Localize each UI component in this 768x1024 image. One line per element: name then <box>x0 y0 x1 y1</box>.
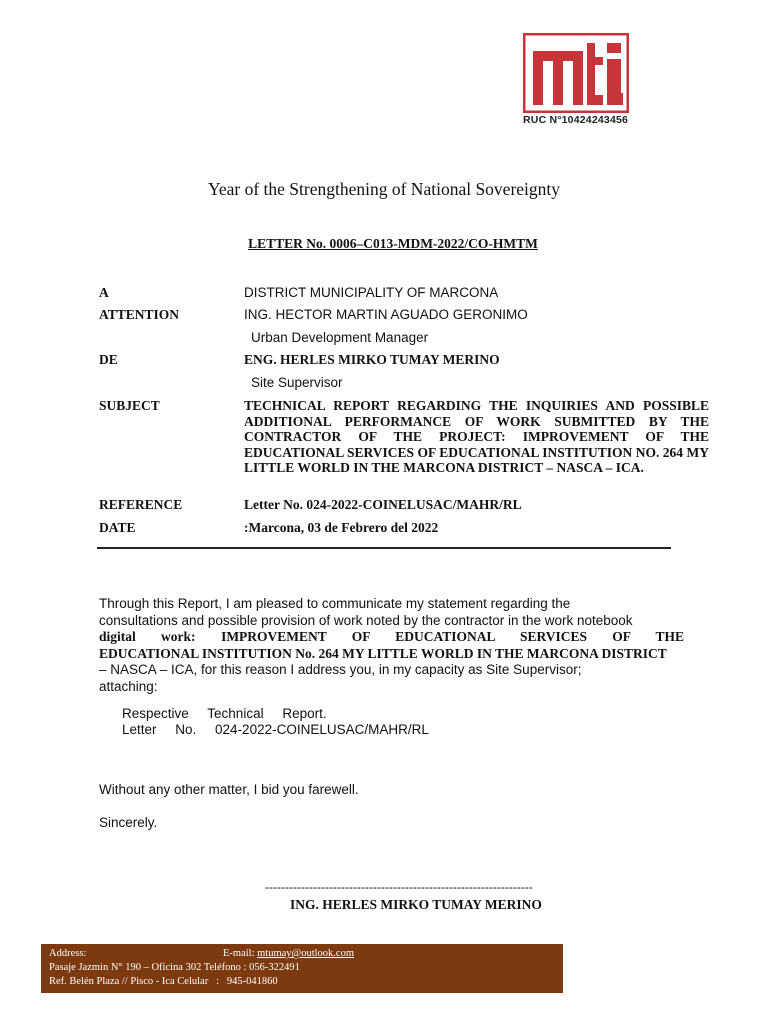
field-a-label: A <box>99 285 109 300</box>
body-paragraph <box>99 596 684 695</box>
sincerely-text: Sincerely. <box>99 815 158 830</box>
field-de-label: DE <box>99 352 118 367</box>
footer-email-label: E-mail: <box>223 948 255 959</box>
footer-line-2: Pasaje Jazmin N° 190 – Oficina 302 Teléfono : 056-322491 <box>49 962 300 973</box>
letter-number: LETTER No. 0006–C013-MDM-2022/CO-HMTM <box>248 236 538 251</box>
field-attention-label: ATTENTION <box>99 307 180 322</box>
farewell-text: Without any other matter, I bid you farewell. <box>99 782 359 797</box>
year-title: Year of the Strengthening of National Sovereignty <box>207 179 561 199</box>
field-reference-value: Letter No. 024-2022-COINELUSAC/MAHR/RL <box>244 497 522 512</box>
body-line-6: attaching: <box>99 678 158 694</box>
attachment-line-2: Letter No. 024-2022-COINELUSAC/MAHR/RL <box>122 722 429 737</box>
field-date-label: DATE <box>99 520 136 535</box>
footer-line-3: Ref. Belén Plaza // Pisco - Ica Celular : 945-041860 <box>49 976 278 987</box>
body-line-3-bold: IMPROVEMENT OF EDUCATIONAL SERVICES OF THE <box>221 629 684 644</box>
attention-role: Urban Development Manager <box>251 330 429 345</box>
field-subject-label: SUBJECT <box>99 398 160 413</box>
attachment-line-1: Respective Technical Report. <box>122 706 327 721</box>
body-line-5: – NASCA – ICA, for this reason I address you, in my capacity as Site Supervisor; <box>99 662 582 677</box>
field-date-value: :Marcona, 03 de Febrero del 2022 <box>244 520 439 535</box>
signature-name: ING. HERLES MIRKO TUMAY MERINO <box>290 897 542 912</box>
footer-email-link[interactable]: mtumay@outlook.com <box>257 948 354 959</box>
body-line-1: Through this Report, I am pleased to communicate my statement regarding the <box>99 596 571 611</box>
footer-address-label: Address: <box>49 948 87 959</box>
field-de-value: ENG. HERLES MIRKO TUMAY MERINO <box>244 352 500 367</box>
ruc-number: RUC N°10424243456 <box>523 114 629 126</box>
field-reference-label: REFERENCE <box>99 497 183 512</box>
field-a-value: DISTRICT MUNICIPALITY OF MARCONA <box>244 285 499 300</box>
body-line-3 <box>99 629 684 646</box>
field-attention-value: ING. HECTOR MARTIN AGUADO GERONIMO <box>244 307 528 322</box>
footer-email <box>223 948 354 959</box>
body-line-2: consultations and possible provision of work noted by the contractor in the work notebook <box>99 612 633 628</box>
company-logo <box>523 33 629 113</box>
body-line-4: EDUCATIONAL INSTITUTION No. 264 MY LITTLE WORLD IN THE MARCONA DISTRICT <box>99 645 667 661</box>
signature-line: ------------------------------------------------------------------- <box>265 880 533 894</box>
footer-contact <box>41 944 563 993</box>
header-divider <box>97 547 671 549</box>
de-role: Site Supervisor <box>251 375 343 390</box>
body-line-3-prefix: digital work: <box>99 629 196 644</box>
field-subject-value: TECHNICAL REPORT REGARDING THE INQUIRIES AND POSSIBLE ADDITIONAL PERFORMANCE OF WORK SUBMITTED BY THE CONTRACTOR OF THE PROJECT: IMPROVEMENT OF THE EDUCATIONAL SERVICES OF EDUCATIONAL INSTITUTION NO. 264 MY LITTLE WORLD IN THE MARCONA DISTRICT – NASCA – ICA. <box>244 398 709 475</box>
